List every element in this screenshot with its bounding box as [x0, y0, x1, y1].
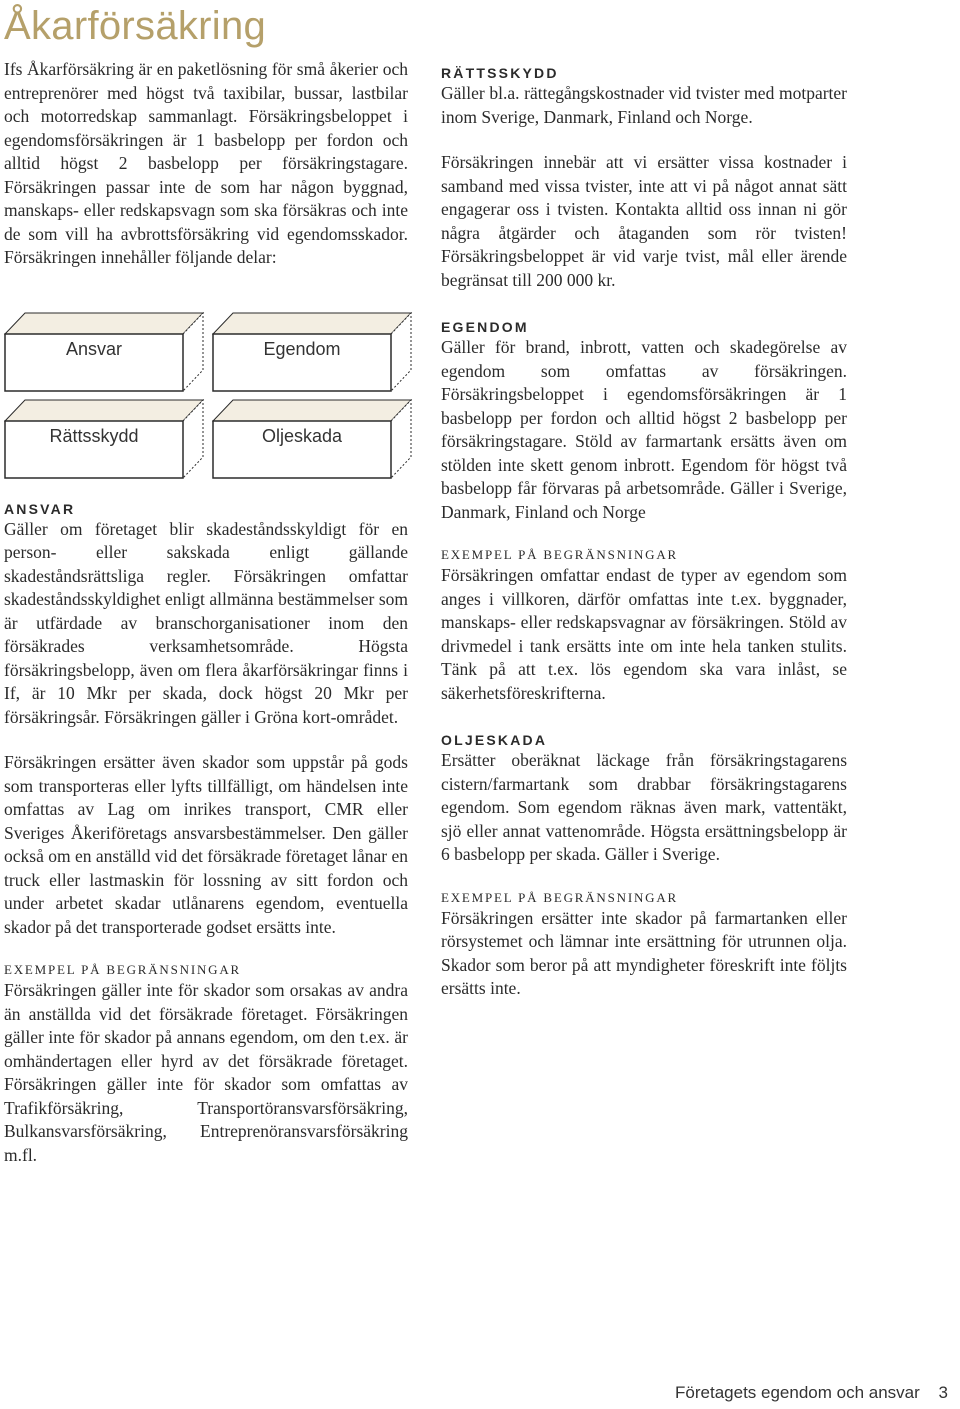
footer-section-title: Företagets egendom och ansvar — [675, 1383, 920, 1402]
box-label: Oljeskada — [261, 426, 343, 446]
page-number: 3 — [938, 1383, 948, 1402]
oljeskada-exempel-paragraph: Försäkringen ersätter inte skador på farmartanken eller rörsystemet och lämnar inte ersättning för utrunnen olja. Skador som beror på att myndigheter föreskrift inte följts ersätts inte. — [441, 907, 847, 998]
page-title: Åkarförsäkring — [4, 4, 267, 48]
diagram-box-ansvar — [4, 312, 214, 392]
egendom-exempel-paragraph: Försäkringen omfattar endast de typer av egendom som anges i villkoren, därför omfattas inte t.ex. byggnader, manskaps- eller redskapsvagnar av försäkringen. Stöld av drivmedel i tank ersätts inte om inte hela tanken stulits. Tänk på att t.ex. lös egendom ska vara inlåst, se säkerhetsföreskrifterna. — [441, 565, 847, 703]
box-label: Rättsskydd — [49, 426, 139, 446]
egendom-paragraph: Gäller för brand, inbrott, vatten och skadegörelse av egendom som omfattas av försäkringen. Försäkringsbeloppet i egendomsförsäkringen är 1 basbelopp per fordon och alltid högst 2 basbelopp per försäkringstagare. Stöld av farmartank ersätts även om stölden inte skett genom inbrott. Egendom för högst två basbelopp får förvaras på arbetsområde. Gäller i Sverige, Danmark, Finland och Norge — [441, 337, 847, 522]
ansvar-exempel-heading: EXEMPEL PÅ BEGRÄNSNINGAR — [4, 962, 242, 977]
oljeskada-exempel-heading: EXEMPEL PÅ BEGRÄNSNINGAR — [441, 889, 679, 905]
box-label: Egendom — [263, 339, 341, 359]
rattsskydd-heading: RÄTTSSKYDD — [441, 65, 559, 81]
left-column — [4, 58, 408, 1167]
rattsskydd-paragraph-1: Gäller bl.a. rättegångskostnader vid tvister med motparter inom Sverige, Danmark, Finland och Norge. — [441, 83, 847, 127]
ansvar-paragraph-2: Försäkringen ersätter även skador som uppstår på gods som transporteras eller lyfts tillfälligt, om händelsen inte omfattas av Lag om inrikes transport, CMR eller Sveriges Åkeriföretags ansvarsbestämmelser. Den gäller också om en anställd vid det försäkrade företaget lånar en truck eller lastmaskin för lossning av sitt fordon och under arbetet skadar utlånarens egendom, eventuella skador på det transporterade godset ersätts inte. — [4, 752, 408, 937]
ansvar-paragraph-1: Gäller om företaget blir skadeståndsskyldigt för en person- eller sakskada enligt gällande skadeståndsrättsliga regler. Försäkringen omfattar skadeståndsskyldighet enligt allmänna bestämmelser som är utfärdade av branschorganisationer inom den försäkrades verksamhetsområde. Högsta försäkringsbelopp, även om flera åkarförsäkringar finns i If, är 10 Mkr per skada, dock högst 20 Mkr per försäkringsår. Försäkringen gäller i Gröna kort-området. — [4, 518, 408, 727]
page-footer — [675, 1383, 948, 1403]
right-column — [441, 58, 847, 1001]
oljeskada-heading: OLJESKADA — [441, 732, 548, 748]
rattsskydd-paragraph-2: Försäkringen innebär att vi ersätter vissa kostnader i samband med vissa tvister, inte att vi på något annat sätt engagerar oss i tvisten. Kontakta alltid oss innan ni gör några åtgärder och åtaganden som rör tvisten! Försäkringsbeloppet är vid varje tvist, mål eller ärende begränsat till 200 000 kr. — [441, 152, 847, 290]
ansvar-exempel-paragraph: Försäkringen gäller inte för skador som orsakas av andra än anställda vid det försäkrade företaget. Försäkringen gäller inte för skador på annans egendom, om den t.ex. är omhändertagen eller hyrd av det försäkrade företaget. Försäkringen gäller inte för skador som omfattas av Trafikförsäkring, Transportöransvarsförsäkring, Bulkansvarsförsäkring, Entreprenöransvarsförsäkring m.fl. — [4, 980, 408, 1165]
diagram-box-rattsskydd — [4, 399, 214, 479]
box-label: Ansvar — [65, 339, 123, 359]
ansvar-heading: ANSVAR — [4, 500, 76, 517]
egendom-exempel-heading: EXEMPEL PÅ BEGRÄNSNINGAR — [441, 547, 679, 562]
egendom-heading: EGENDOM — [441, 319, 529, 335]
coverage-parts-diagram — [0, 310, 420, 475]
diagram-box-oljeskada — [212, 399, 422, 479]
intro-paragraph: Ifs Åkarförsäkring är en paketlösning för små åkerier och entreprenörer med högst två taxibilar, bussar, lastbilar och motorredskap sammanlagt. Försäkringsbeloppet i egendomsförsäkringen är 1 basbelopp per fordon och alltid högst 2 basbelopp per försäkringstagare. Försäkringen passar inte de som har någon byggnad, manskaps- eller redskapsvagn som ska försäkras och inte de som vill ha avbrottsförsäkring vid egendomsskador. Försäkringen innehåller följande delar: — [4, 59, 408, 267]
diagram-box-egendom — [212, 312, 422, 392]
oljeskada-paragraph: Ersätter oberäknat läckage från försäkringstagarens cistern/farmartank som drabbar försäkringstagarens egendom. Som egendom räknas även mark, vattentäkt, sjö eller annat vattenområde. Högsta ersättningsbelopp är 6 basbelopp per skada. Gäller i Sverige. — [441, 750, 847, 864]
